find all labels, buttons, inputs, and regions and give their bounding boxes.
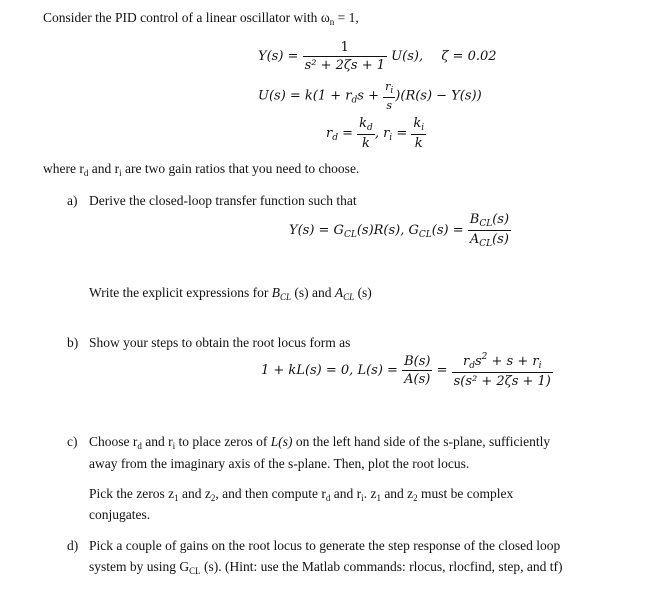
equation-closed-loop: $Y(s) = G_{CL}(s)R(s)$, $G_{CL}(s)$ = $\frac{B_{CL}(s)}{A_{CL}(s)}$	[289, 212, 510, 249]
equation-root-locus: 1 + kL(s) = 0, L(s) = $\frac{B(s)}{A(s)}$ = $\frac{r_ds^2 + s + r_i}{\text{s(s² + 2ζs + 1)}}$	[261, 352, 551, 389]
intro-line: Consider the PID control of a linear oscillator with $\omega_n = 1$,	[43, 10, 359, 27]
loop-transfer-fraction: $\frac{r_ds^2 + s + r_i}{\text{s(s² + 2ζs + 1)}}$	[453, 352, 551, 389]
part-d-line-1: d) Pick a couple of gains on the root locus to generate the step response of the closed loop	[67, 538, 561, 553]
part-c-line-2: away from the imaginary axis of the s-plane. Then, plot the root locus.	[89, 456, 470, 471]
plant-fraction: $\frac{1}{\text{s² + 2ζs + 1}}$	[304, 40, 386, 73]
part-a-question: a) Derive the closed-loop transfer function such that	[67, 193, 357, 208]
equation-controller: $U(s) = k(1 + r_ds$ + $\frac{r_i}{s}$ )(R(s) − Y(s))	[258, 80, 482, 112]
part-b-question: b) Show your steps to obtain the root locus form as	[67, 335, 351, 350]
part-d-line-2: system by using $G_{CL}$ (s). (Hint: use the Matlab commands: rlocus, rlocfind, step, and tf)	[89, 559, 563, 576]
part-c-line-4: conjugates.	[89, 507, 151, 522]
part-c-line-3: Pick the zeros $z_1$ and $z_2$, and then compute $r_d$ and $r_i$. $z_1$ and $z_2$ must be complex	[89, 486, 514, 503]
bcl-over-acl-fraction: $\frac{B_{CL}(s)}{A_{CL}(s)}$	[469, 212, 510, 249]
where-line: where $r_d$ and $r_i$ are two gain ratios that you need to choose.	[43, 161, 360, 178]
b-over-a-fraction: $\frac{B(s)}{A(s)}$	[404, 354, 431, 387]
kd-over-k-fraction: $\frac{k_d}{k}$	[359, 116, 373, 151]
equation-gain-ratios: $r_d$ = $\frac{k_d}{k}$ , $r_i$ = $\frac{k_i}{k}$	[326, 116, 425, 151]
ri-over-s-fraction: $\frac{r_i}{s}$	[385, 80, 394, 112]
part-a-write-line: Write the explicit expressions for $B_{CL}$ (s) and $A_{CL}$ (s)	[89, 285, 372, 302]
equation-plant: Y(s) = $\frac{1}{\text{s² + 2ζs + 1}}$ U(s), ζ = 0.02	[258, 40, 497, 73]
ki-over-k-fraction: $\frac{k_i}{k}$	[413, 116, 425, 151]
part-c-line-1: c) Choose $r_d$ and $r_i$ to place zeros of L(s) on the left hand side of the s-plane, sufficiently	[67, 434, 551, 451]
